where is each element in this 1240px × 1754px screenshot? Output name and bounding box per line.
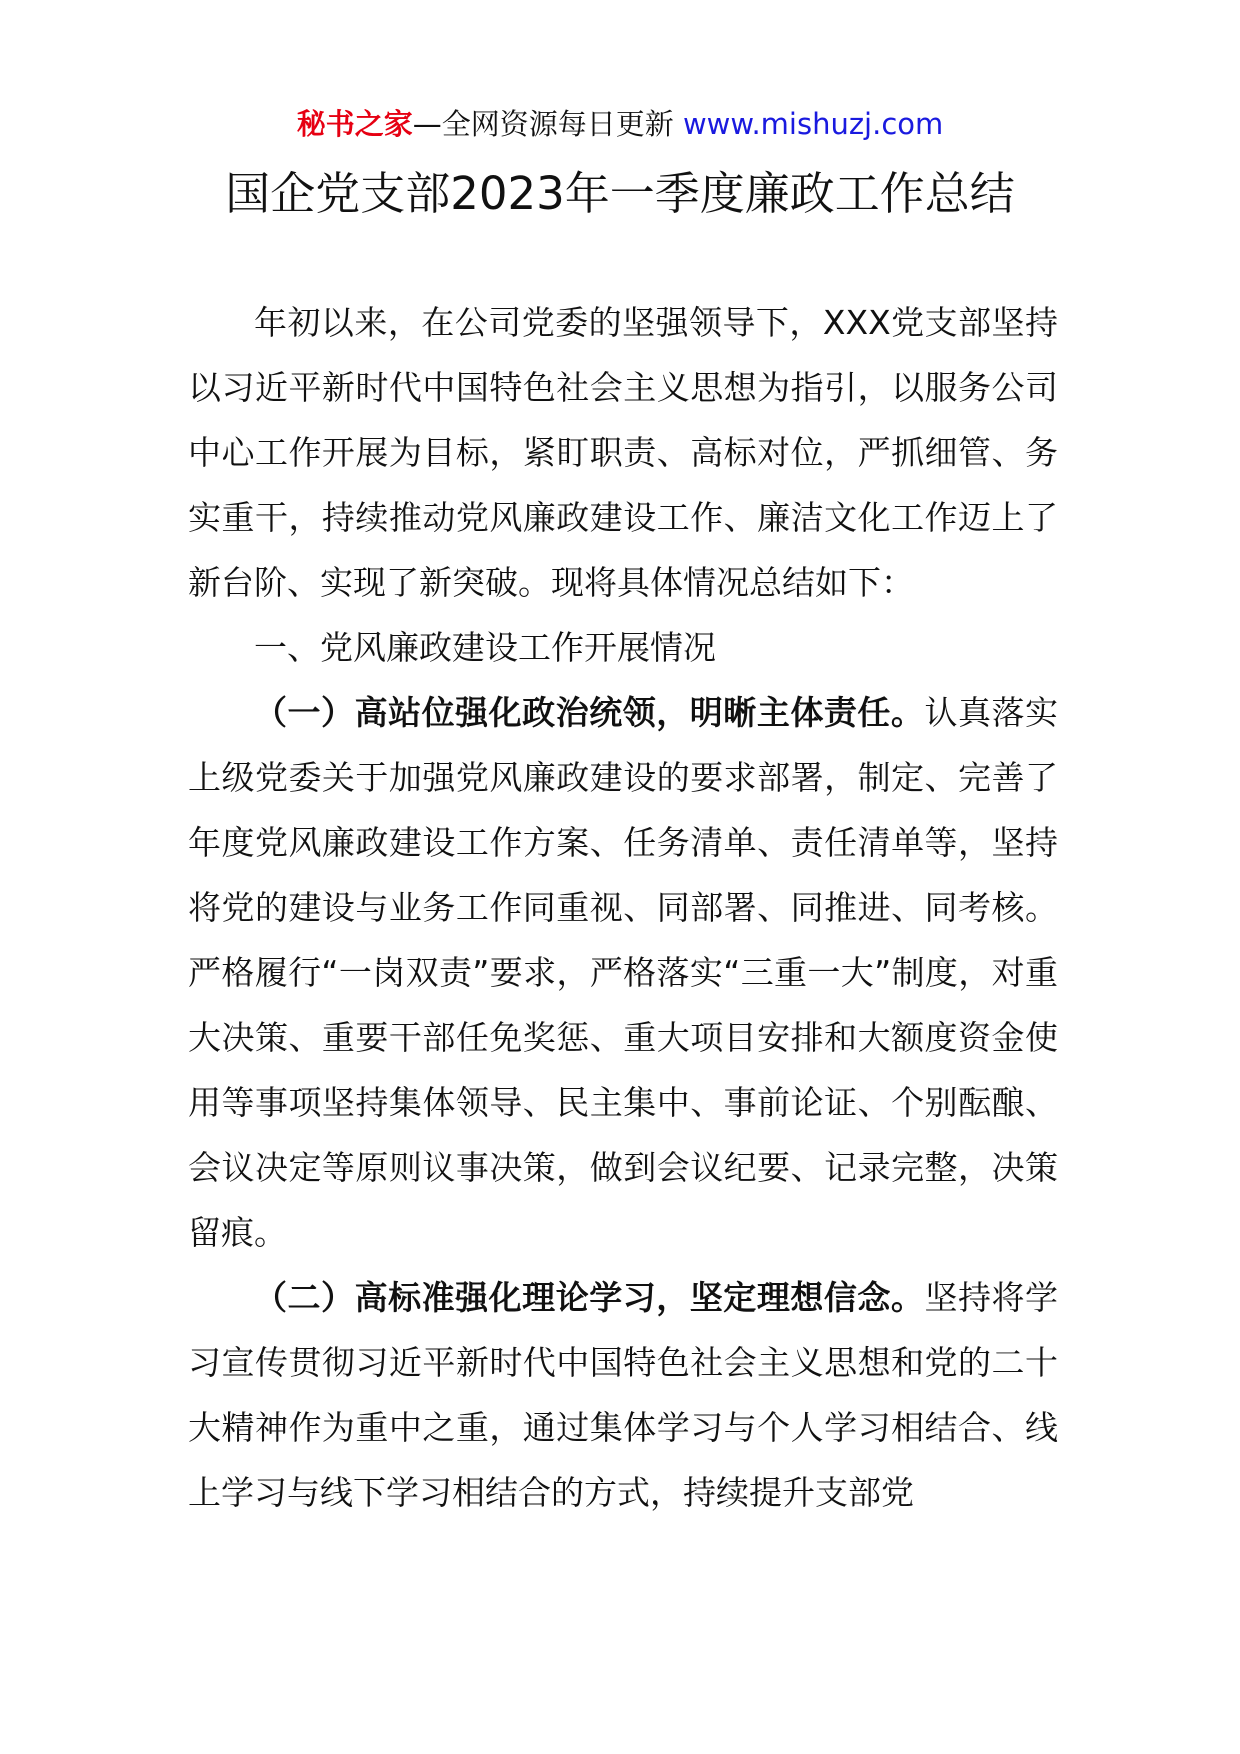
- document-body: [188, 290, 1058, 1525]
- subsection-lead-2: （二）高标准强化理论学习，坚定理想信念。: [254, 1278, 925, 1317]
- subsection-text-1: 认真落实上级党委关于加强党风廉政建设的要求部署，制定、完善了年度党风廉政建设工作方案、任务清单、责任清单等，坚持将党的建设与业务工作同重视、同部署、同推进、同考核。严格履行“一岗双责”要求，严格落实“三重一大”制度，对重大决策、重要干部任免奖惩、重大项目安排和大额度资金使用等事项坚持集体领导、民主集中、事前论证、个别酝酿、会议决定等原则议事决策，做到会议纪要、记录完整，决策留痕。: [188, 693, 1059, 1252]
- site-url-link[interactable]: www.mishuzj.com: [682, 107, 944, 141]
- brand-name: 秘书之家: [296, 107, 413, 141]
- subsection-paragraph-1: [188, 680, 1058, 1265]
- section-heading: 一、党风廉政建设工作开展情况: [254, 628, 716, 667]
- intro-paragraph: 年初以来，在公司党委的坚强领导下，XXX党支部坚持以习近平新时代中国特色社会主义思想为指引，以服务公司中心工作开展为目标，紧盯职责、高标对位，严抓细管、务实重干，持续推动党风廉政建设工作、廉洁文化工作迈上了新台阶、实现了新突破。现将具体情况总结如下：: [188, 303, 1058, 602]
- site-header: [0, 104, 1240, 144]
- document-title: 国企党支部2023年一季度廉政工作总结: [225, 167, 1015, 220]
- subsection-lead-1: （一）高站位强化政治统领，明晰主体责任。: [254, 693, 925, 732]
- subsection-paragraph-2: [188, 1265, 1058, 1525]
- header-tagline: —全网资源每日更新: [412, 107, 674, 141]
- subsection-text-2: 坚持将学习宣传贯彻习近平新时代中国特色社会主义思想和党的二十大精神作为重中之重，通过集体学习与个人学习相结合、线上学习与线下学习相结合的方式，持续提升支部党: [188, 1278, 1059, 1512]
